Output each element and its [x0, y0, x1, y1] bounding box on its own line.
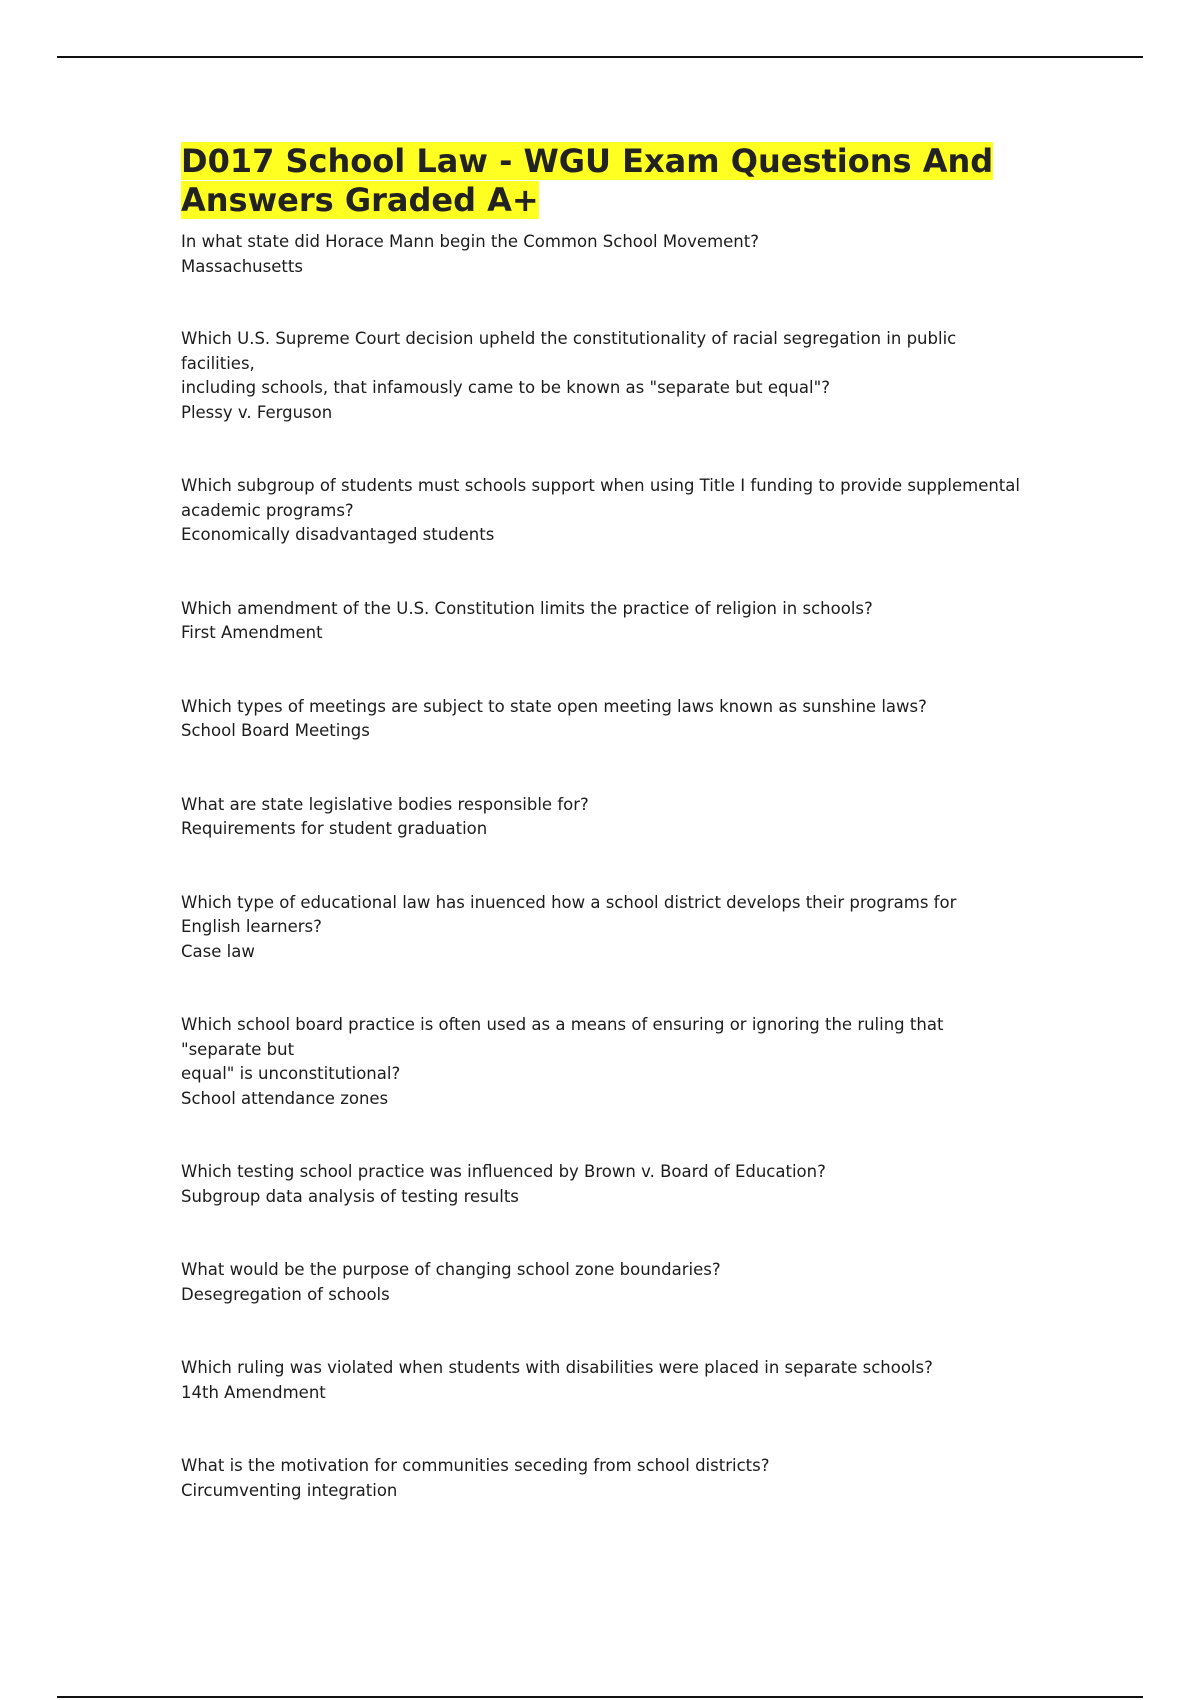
question-text: In what state did Horace Mann begin the Common School Movement?: [181, 232, 759, 251]
question-text: Which amendment of the U.S. Constitution limits the practice of religion in schools?: [181, 598, 873, 618]
question-text: Which subgroup of students must schools support when using Title I funding to provide supplemental academic programs?: [181, 476, 1020, 520]
qa-item-6: [181, 793, 1021, 842]
question-text: Which testing school practice was influenced by Brown v. Board of Education?: [181, 1162, 826, 1181]
qa-item-8: [181, 1013, 1021, 1111]
answer-text: School attendance zones: [181, 1088, 389, 1108]
answer-text: First Amendment: [181, 623, 323, 642]
answer-text: Massachusetts: [181, 256, 303, 276]
qa-item-2: [181, 327, 1021, 425]
qa-item-1: [181, 230, 1021, 279]
title-highlight: D017 School Law - WGU Exam Questions And Answers Graded A+: [181, 142, 994, 219]
answer-text: Desegregation of schools: [181, 1284, 390, 1304]
qa-item-3: [181, 474, 1021, 548]
question-text: Which school board practice is often used as a means of ensuring or ignoring the ruling that "separate but equal" is unconstitutional?: [181, 1015, 944, 1083]
document-title: [181, 142, 1021, 220]
question-text: Which ruling was violated when students with disabilities were placed in separate schools?: [181, 1358, 933, 1377]
document-body: [181, 142, 1021, 1503]
question-text: Which U.S. Supreme Court decision upheld the constitutionality of racial segregation in public facilities, including schools, that infamously came to be known as "separate but equal"?: [181, 329, 957, 397]
qa-item-10: [181, 1258, 1021, 1307]
answer-text: Plessy v. Ferguson: [181, 402, 333, 422]
question-text: What are state legislative bodies responsible for?: [181, 794, 589, 814]
answer-text: Circumventing integration: [181, 1480, 398, 1500]
qa-item-7: [181, 891, 1021, 965]
answer-text: School Board Meetings: [181, 721, 370, 740]
qa-item-5: [181, 695, 1021, 744]
question-text: What would be the purpose of changing school zone boundaries?: [181, 1260, 721, 1279]
top-rule: [57, 56, 1143, 58]
answer-text: Economically disadvantaged students: [181, 525, 495, 544]
question-text: Which type of educational law has inuenced how a school district develops their programs for English learners?: [181, 892, 957, 936]
qa-item-11: [181, 1356, 1021, 1405]
qa-item-4: [181, 597, 1021, 646]
bottom-rule: [57, 1696, 1143, 1698]
qa-item-9: [181, 1160, 1021, 1209]
qa-item-12: [181, 1454, 1021, 1503]
answer-text: Requirements for student graduation: [181, 819, 488, 838]
answer-text: 14th Amendment: [181, 1382, 326, 1402]
answer-text: Subgroup data analysis of testing results: [181, 1186, 519, 1206]
answer-text: Case law: [181, 941, 255, 961]
question-text: Which types of meetings are subject to state open meeting laws known as sunshine laws?: [181, 696, 927, 716]
question-text: What is the motivation for communities seceding from school districts?: [181, 1456, 770, 1475]
